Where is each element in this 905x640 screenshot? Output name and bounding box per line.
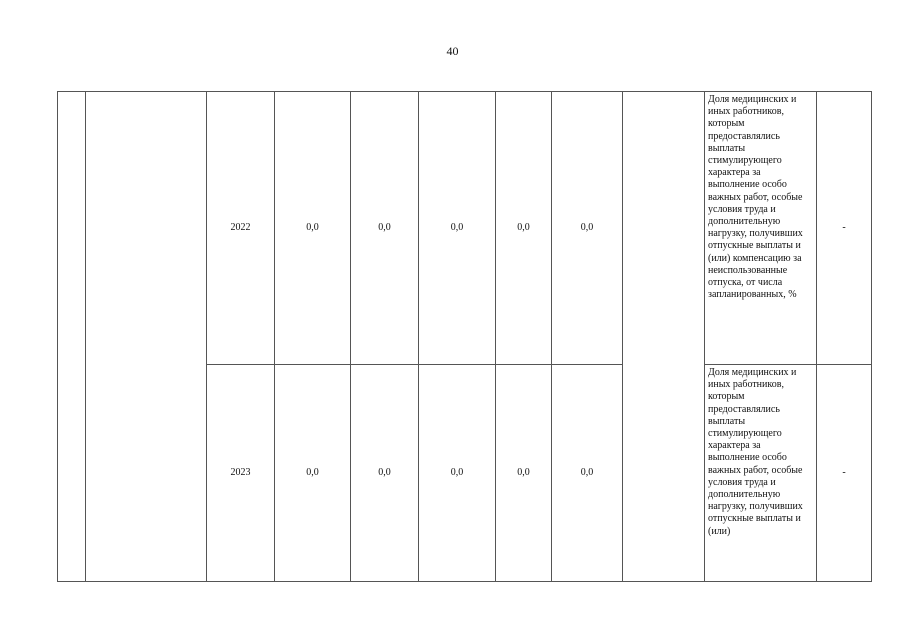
value-cell: 0,0 [496,365,552,582]
value-cell: 0,0 [275,365,351,582]
executor-cell [623,92,705,582]
value-cell: 0,0 [419,365,496,582]
value-cell: 0,0 [419,92,496,365]
value-cell: 0,0 [496,92,552,365]
year-cell: 2022 [207,92,275,365]
indicator-value-cell: - [817,365,872,582]
indicator-text: Доля медицинских и иных работников, которым предоставлялись выплаты стимулирующего характера за выполнение особо важных работ, особые условия труда и дополнительную нагрузку, получивших отпускные выплаты и (или) компенсацию за неиспользованные отпуска, от числа запланированных, % [708,94,803,301]
indicator-value-cell: - [817,92,872,365]
indicator-cell [705,365,817,582]
value-cell: 0,0 [275,92,351,365]
value-cell: 0,0 [351,92,419,365]
indicator-cell [705,92,817,365]
value-cell: 0,0 [552,92,623,365]
value-cell: 0,0 [351,365,419,582]
report-table [57,91,872,582]
page-number: 40 [446,44,459,58]
value-cell: 0,0 [552,365,623,582]
table-row [58,92,872,365]
index-cell [58,92,86,582]
name-cell [86,92,207,582]
indicator-text: Доля медицинских и иных работников, которым предоставлялись выплаты стимулирующего характера за выполнение особо важных работ, особые условия труда и дополнительную нагрузку, получивших отпускные выплаты и (или) [708,367,803,537]
year-cell: 2023 [207,365,275,582]
